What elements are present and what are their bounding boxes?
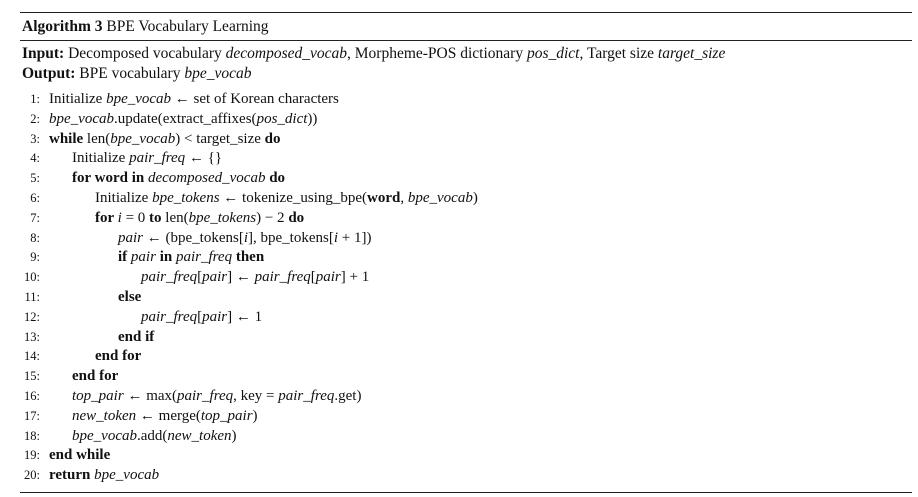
line-code (49, 446, 110, 466)
code-keyword: end while (49, 447, 111, 464)
code-keyword: then (232, 249, 265, 266)
algorithm-line (20, 130, 912, 150)
code-variable: pair (202, 269, 228, 286)
algorithm-line (20, 229, 912, 249)
line-number: 11: (24, 289, 40, 304)
line-code (118, 248, 264, 268)
algorithm-line (20, 288, 912, 308)
code-keyword: end if (118, 328, 155, 345)
line-number: 9: (30, 250, 40, 265)
line-number: 8: (30, 230, 40, 245)
line-number: 12: (24, 309, 40, 324)
code-keyword: do (288, 209, 305, 226)
code-keyword: do (265, 170, 286, 187)
code-text: , key = (233, 387, 279, 404)
code-text: = 0 (121, 209, 150, 226)
code-variable: pair_freq (278, 387, 335, 404)
code-text: len( (83, 130, 111, 147)
line-number: 2: (30, 111, 40, 126)
code-variable: top_pair (72, 387, 124, 404)
line-code (49, 90, 339, 110)
algorithm-line (20, 248, 912, 268)
algorithm-line (20, 110, 912, 130)
line-number: 13: (24, 329, 40, 344)
code-keyword: end for (72, 368, 119, 385)
code-text: ] ← (227, 269, 255, 286)
code-keyword: in (155, 249, 176, 266)
code-variable: i (243, 229, 248, 246)
code-text: [ (197, 269, 203, 286)
line-number: 5: (30, 171, 40, 186)
line-code (141, 268, 369, 288)
code-text: ) (252, 407, 258, 424)
line-code (95, 189, 478, 209)
code-variable: bpe_vocab (49, 110, 114, 127)
code-text: ) − 2 (256, 209, 289, 226)
output-label: Output: (22, 64, 76, 82)
code-text: Initialize (72, 150, 130, 167)
code-text: Initialize (95, 189, 153, 206)
code-variable: pair (202, 308, 228, 325)
code-variable: pair_freq (254, 269, 311, 286)
code-text: ← merge( (136, 407, 201, 424)
algorithm-line (20, 169, 912, 189)
code-text: ← {} (185, 150, 223, 167)
algorithm-line (20, 367, 912, 387)
code-variable: bpe_vocab (106, 91, 172, 107)
code-keyword: for (95, 209, 118, 226)
code-text: .add( (136, 427, 168, 444)
line-number: 4: (30, 151, 40, 166)
algorithm-line (20, 347, 912, 367)
code-text: ← tokenize_using_bpe( (219, 189, 368, 206)
algorithm-block (20, 12, 912, 493)
code-keyword: return (49, 467, 95, 484)
algorithm-line (20, 446, 912, 466)
line-number: 14: (24, 349, 40, 364)
algorithm-lines (20, 86, 912, 486)
algorithm-line (20, 308, 912, 328)
output-line (22, 64, 912, 84)
line-code (72, 407, 258, 427)
code-variable: pair_freq (177, 387, 234, 404)
input-text: Decomposed vocabulary (68, 45, 226, 62)
input-line (22, 44, 912, 64)
code-keyword: if (118, 249, 131, 266)
algorithm-line (20, 466, 912, 486)
line-number: 7: (30, 210, 40, 225)
code-text: ) (472, 189, 478, 206)
line-code (49, 110, 317, 130)
code-variable: bpe_vocab (72, 427, 137, 444)
code-text: ] ← 1 (227, 308, 263, 325)
code-text: Initialize (49, 91, 107, 107)
code-variable: i (117, 209, 122, 226)
line-code (141, 308, 262, 328)
line-code (72, 169, 285, 189)
line-number: 16: (24, 388, 40, 403)
input-text: , Target size (579, 45, 658, 62)
code-variable: top_pair (200, 407, 253, 424)
code-keyword: do (264, 130, 281, 147)
code-text: ) < target_size (175, 130, 265, 147)
code-variable: pair_freq (175, 249, 233, 266)
line-number: 15: (24, 369, 40, 384)
algorithm-line (20, 268, 912, 288)
input-text: , Morpheme-POS dictionary (347, 45, 527, 62)
code-keyword: end for (95, 348, 142, 365)
algorithm-line (20, 189, 912, 209)
input-label: Input: (22, 45, 65, 62)
line-number: 19: (24, 448, 40, 463)
algorithm-line (20, 328, 912, 348)
line-code (95, 347, 141, 367)
code-text: ) (231, 427, 237, 444)
code-variable: bpe_vocab (407, 189, 473, 206)
line-code (49, 130, 280, 150)
input-var: decomposed_vocab (225, 45, 347, 62)
code-variable: pos_dict (256, 110, 308, 127)
code-variable: pair_freq (141, 269, 198, 286)
output-text: BPE vocabulary (79, 64, 185, 82)
line-number: 1: (30, 92, 40, 106)
code-keyword: while (49, 130, 84, 147)
line-code (118, 328, 154, 348)
input-var: pos_dict (526, 45, 580, 62)
algorithm-caption (20, 13, 912, 40)
line-code (72, 427, 237, 447)
code-variable: pair_freq (141, 308, 198, 325)
code-variable: pair_freq (129, 150, 186, 167)
bottom-rule (20, 492, 912, 493)
line-number: 17: (24, 408, 40, 423)
algorithm-line (20, 149, 912, 169)
code-variable: pair (118, 229, 144, 246)
algorithm-label: Algorithm 3 (22, 18, 103, 35)
code-variable: decomposed_vocab (147, 170, 266, 187)
algorithm-line (20, 90, 912, 110)
line-code (49, 466, 159, 486)
io-section (20, 41, 912, 86)
code-text: ], bpe_tokens[ (248, 229, 334, 246)
code-text: [ (310, 269, 316, 286)
line-code (72, 367, 118, 387)
code-variable: new_token (167, 427, 232, 444)
line-number: 10: (24, 270, 40, 285)
code-text: .update(extract_affixes( (113, 110, 257, 127)
line-code (72, 149, 222, 169)
code-keyword: else (118, 288, 142, 305)
line-code (118, 288, 141, 308)
code-text: ] + 1 (340, 269, 370, 286)
code-text: ← (bpe_tokens[ (143, 229, 244, 246)
code-text: + 1]) (337, 229, 372, 246)
code-variable: bpe_tokens (152, 189, 220, 206)
code-variable: new_token (72, 407, 137, 424)
code-variable: bpe_vocab (94, 467, 160, 484)
algorithm-title: BPE Vocabulary Learning (106, 18, 269, 35)
code-keyword: to (149, 209, 162, 226)
code-variable: bpe_vocab (110, 130, 176, 147)
code-text: .get) (334, 387, 362, 404)
code-text: [ (197, 308, 203, 325)
code-text: ← set of Korean characters (171, 91, 339, 107)
line-code (72, 387, 361, 407)
algorithm-line (20, 407, 912, 427)
code-keyword: for word in (72, 170, 148, 187)
code-variable: i (333, 229, 338, 246)
line-number: 20: (24, 468, 40, 483)
code-text: )) (307, 110, 318, 127)
line-code (118, 229, 371, 249)
code-text: , (400, 189, 408, 206)
line-number: 6: (30, 190, 40, 205)
line-code (95, 209, 304, 229)
code-variable: bpe_tokens (188, 209, 257, 226)
code-text: ← max( (123, 387, 178, 404)
input-var: target_size (657, 45, 726, 62)
algorithm-line (20, 209, 912, 229)
code-keyword: word (367, 189, 401, 206)
code-variable: pair (315, 269, 341, 286)
algorithm-line (20, 387, 912, 407)
code-variable: pair (130, 249, 156, 266)
algorithm-line (20, 427, 912, 447)
line-number: 3: (30, 131, 40, 146)
line-number: 18: (24, 428, 40, 443)
code-text: len( (161, 209, 189, 226)
output-var: bpe_vocab (184, 64, 252, 82)
